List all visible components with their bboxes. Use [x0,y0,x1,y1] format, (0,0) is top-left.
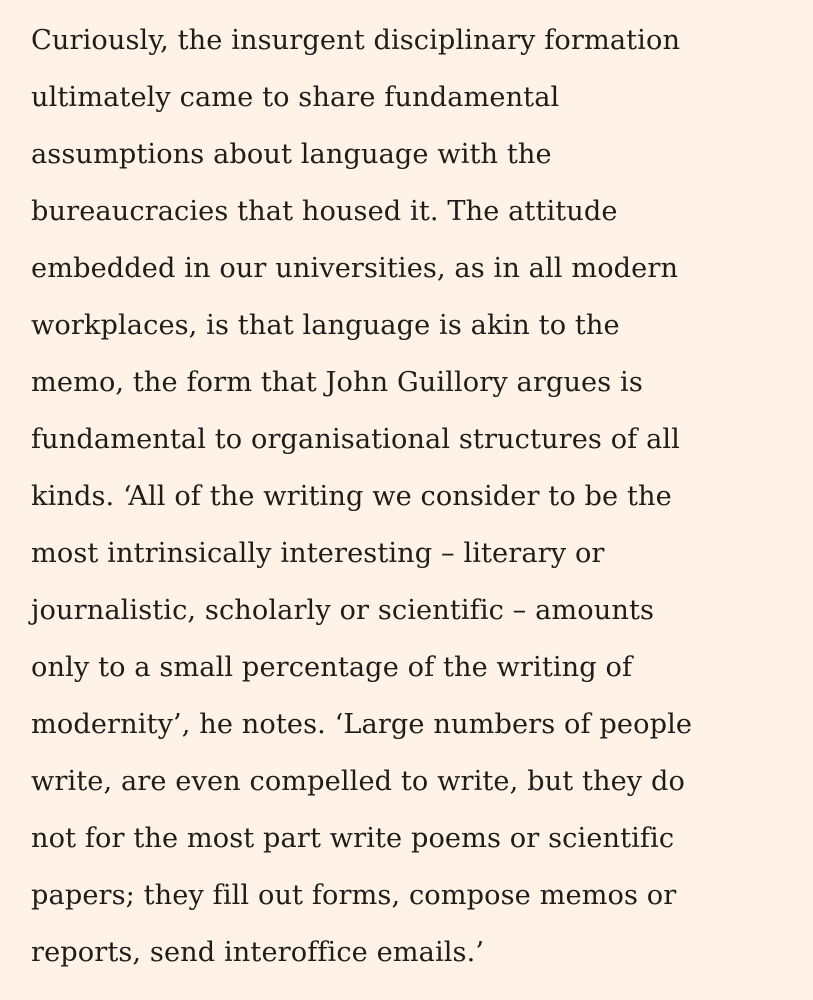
paragraph-line: journalistic, scholarly or scientific – amounts [31,595,655,626]
paragraph-line: most intrinsically interesting – literary or [31,538,605,569]
paragraph-line: reports, send interoffice emails.’ [31,937,485,968]
paragraph-line: fundamental to organisational structures of all [31,424,680,455]
paragraph-line: memo, the form that John Guillory argues is [31,367,643,398]
paragraph-line: ultimately came to share fundamental [31,82,560,113]
paragraph-line: workplaces, is that language is akin to the [31,310,620,341]
paragraph-line: not for the most part write poems or scientific [31,823,675,854]
paragraph-line: papers; they fill out forms, compose memos or [31,880,677,911]
paragraph-line: bureaucracies that housed it. The attitude [31,196,618,227]
paragraph-line: write, are even compelled to write, but they do [31,766,685,797]
paragraph-line: Curiously, the insurgent disciplinary formation [31,25,681,56]
paragraph-line: kinds. ‘All of the writing we consider to be the [31,481,672,512]
paragraph-line: assumptions about language with the [31,139,552,170]
paragraph-line: only to a small percentage of the writing of [31,652,633,683]
paragraph-line: modernity’, he notes. ‘Large numbers of people [31,709,693,740]
paragraph-line: embedded in our universities, as in all modern [31,253,679,284]
